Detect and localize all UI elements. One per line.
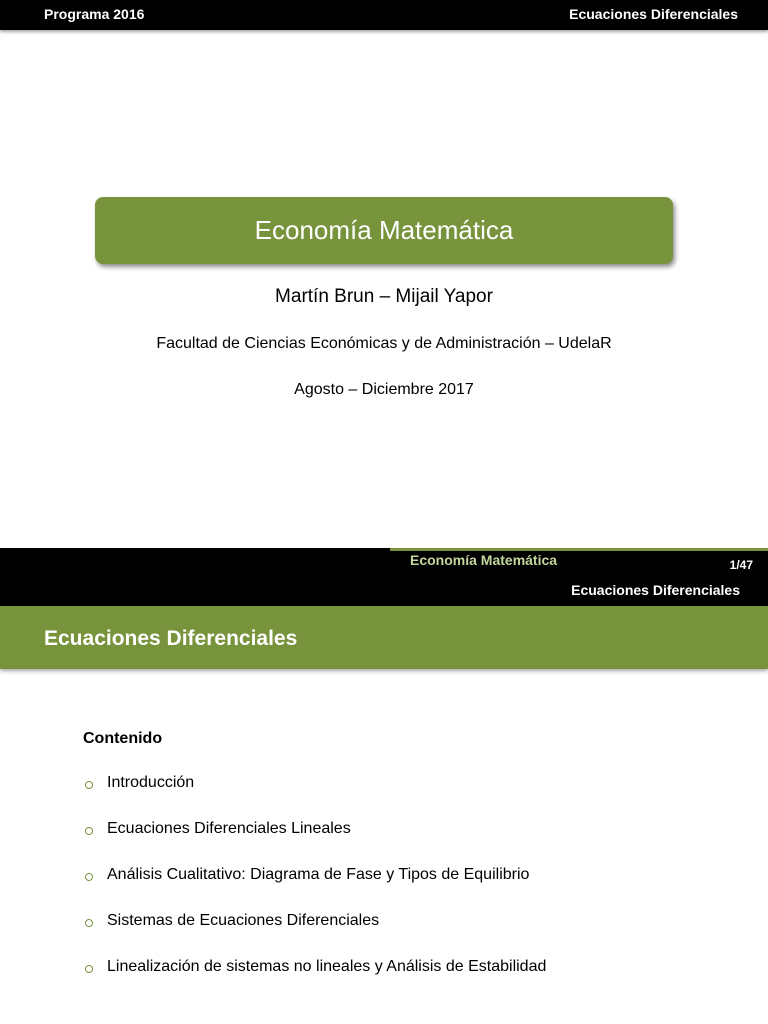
circle-bullet-icon	[85, 781, 93, 789]
contents-slide	[0, 548, 768, 1024]
header-accent-line	[390, 548, 768, 551]
circle-bullet-icon	[85, 965, 93, 973]
slide-header	[0, 548, 768, 606]
list-item-label: Introducción	[107, 774, 195, 791]
list-item-label: Sistemas de Ecuaciones Diferenciales	[107, 912, 380, 929]
subject-label: Ecuaciones Diferenciales	[569, 6, 738, 22]
list-item-label: Linealización de sistemas no lineales y Análisis de Estabilidad	[107, 958, 547, 975]
section-band	[0, 606, 768, 669]
list-item-label: Análisis Cualitativo: Diagrama de Fase y Tipos de Equilibrio	[107, 866, 530, 883]
authors: Martín Brun – Mijail Yapor	[275, 286, 493, 307]
course-dates: Agosto – Diciembre 2017	[294, 381, 474, 398]
faculty: Facultad de Ciencias Económicas y de Administración – UdelaR	[156, 335, 612, 352]
slide-top-bar	[0, 0, 768, 30]
slide-title: Economía Matemática	[254, 215, 514, 245]
course-label: Economía Matemática	[410, 552, 558, 568]
circle-bullet-icon	[85, 873, 93, 881]
program-label: Programa 2016	[44, 6, 145, 22]
page-number: 1/47	[729, 558, 753, 572]
title-box	[95, 197, 673, 264]
section-title: Ecuaciones Diferenciales	[44, 627, 298, 650]
circle-bullet-icon	[85, 827, 93, 835]
circle-bullet-icon	[85, 919, 93, 927]
contents-heading: Contenido	[83, 730, 163, 747]
list-item-label: Ecuaciones Diferenciales Lineales	[107, 820, 351, 837]
subject-label: Ecuaciones Diferenciales	[571, 582, 740, 598]
